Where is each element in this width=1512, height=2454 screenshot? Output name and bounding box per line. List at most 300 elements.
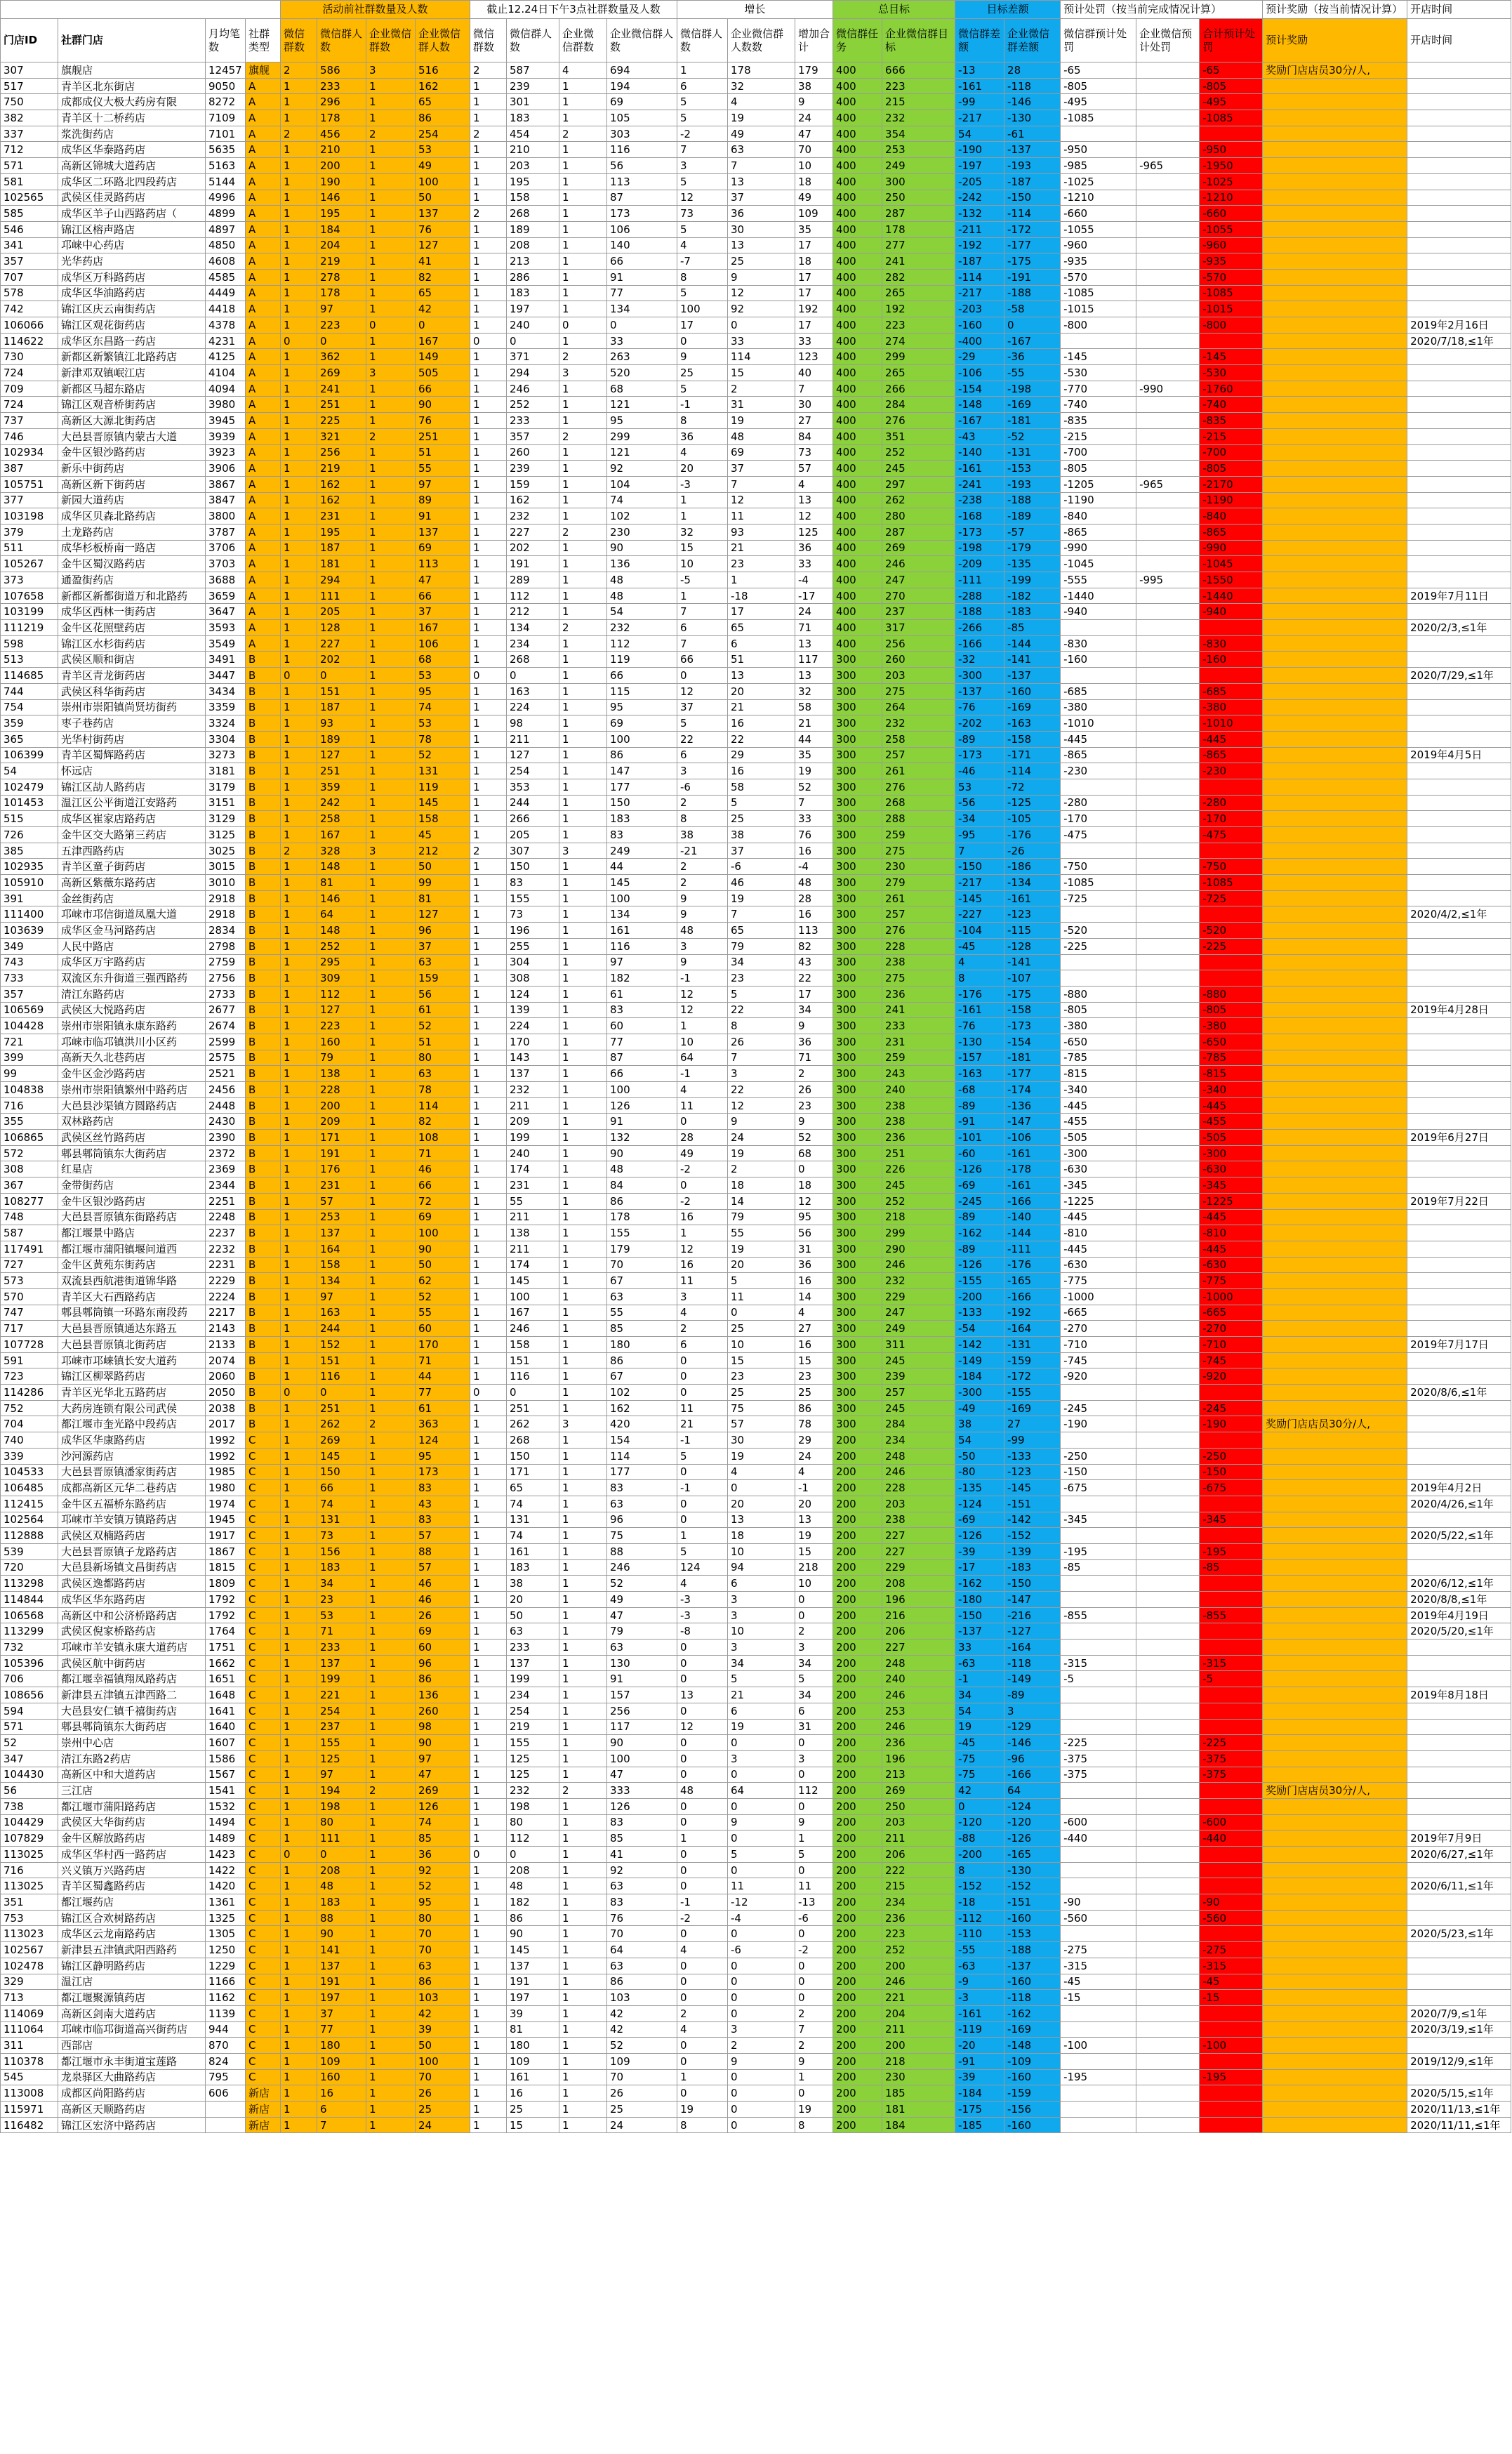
- table-cell[interactable]: 1: [559, 1034, 607, 1050]
- table-cell[interactable]: -100: [1200, 2038, 1263, 2054]
- table-cell[interactable]: C: [246, 1847, 281, 1863]
- table-cell[interactable]: 1: [281, 1273, 317, 1289]
- table-cell[interactable]: 63: [607, 1640, 677, 1656]
- table-cell[interactable]: 299: [607, 428, 677, 444]
- table-cell[interactable]: [1061, 333, 1136, 349]
- table-cell[interactable]: 16: [795, 843, 833, 859]
- table-cell[interactable]: [1061, 1783, 1136, 1799]
- table-cell[interactable]: [1136, 2021, 1200, 2038]
- table-cell[interactable]: -560: [1200, 1910, 1263, 1926]
- table-cell[interactable]: [1263, 1018, 1407, 1034]
- table-cell[interactable]: -750: [1061, 859, 1136, 875]
- table-cell[interactable]: 1: [366, 1847, 416, 1863]
- table-cell[interactable]: 54: [955, 126, 1004, 142]
- table-cell[interactable]: 成华区华康路药店: [58, 1432, 206, 1449]
- table-cell[interactable]: 3980: [206, 397, 246, 413]
- table-cell[interactable]: [1263, 1066, 1407, 1082]
- table-cell[interactable]: 328: [317, 843, 366, 859]
- table-cell[interactable]: 99: [416, 875, 470, 891]
- table-cell[interactable]: 83: [607, 827, 677, 843]
- table-cell[interactable]: 27: [795, 1321, 833, 1337]
- table-cell[interactable]: 1: [470, 1241, 507, 1257]
- table-cell[interactable]: 0: [677, 1878, 728, 1894]
- table-cell[interactable]: 1: [366, 763, 416, 779]
- table-cell[interactable]: [1263, 1862, 1407, 1878]
- table-cell[interactable]: [1407, 540, 1511, 556]
- table-cell[interactable]: [1407, 1400, 1511, 1416]
- table-cell[interactable]: 成华区华油路药店: [58, 285, 206, 301]
- table-cell[interactable]: 161: [507, 1543, 559, 1559]
- table-cell[interactable]: -300: [955, 1385, 1004, 1401]
- table-cell[interactable]: [1136, 827, 1200, 843]
- table-cell[interactable]: 90: [416, 1735, 470, 1751]
- table-cell[interactable]: 3703: [206, 556, 246, 572]
- table-cell[interactable]: 97: [416, 1750, 470, 1767]
- table-cell[interactable]: 1422: [206, 1862, 246, 1878]
- table-cell[interactable]: 351: [882, 428, 955, 444]
- table-cell[interactable]: 1: [366, 1798, 416, 1814]
- table-cell[interactable]: 211: [882, 2021, 955, 2038]
- table-cell[interactable]: 1: [470, 938, 507, 954]
- table-cell[interactable]: 新都区马超东路店: [58, 381, 206, 397]
- table-cell[interactable]: 1: [470, 1512, 507, 1528]
- table-cell[interactable]: 1: [366, 1145, 416, 1161]
- table-cell[interactable]: 郫县郫筒镇一环路东南段药: [58, 1305, 206, 1321]
- table-cell[interactable]: 5144: [206, 173, 246, 190]
- table-cell[interactable]: -865: [1200, 524, 1263, 540]
- table-cell[interactable]: [1407, 397, 1511, 413]
- table-cell[interactable]: 2: [470, 126, 507, 142]
- table-cell[interactable]: 1: [559, 540, 607, 556]
- table-cell[interactable]: 0: [677, 1990, 728, 2006]
- table-cell[interactable]: 5635: [206, 142, 246, 158]
- table-cell[interactable]: 1: [281, 1018, 317, 1034]
- table-cell[interactable]: 250: [882, 190, 955, 206]
- table-cell[interactable]: 95: [416, 683, 470, 699]
- table-cell[interactable]: 2251: [206, 1193, 246, 1209]
- table-cell[interactable]: 275: [882, 683, 955, 699]
- table-cell[interactable]: [1200, 2117, 1263, 2133]
- table-cell[interactable]: [1407, 349, 1511, 365]
- table-cell[interactable]: -345: [1061, 1177, 1136, 1194]
- table-cell[interactable]: 1: [281, 1926, 317, 1942]
- table-cell[interactable]: 300: [833, 1352, 882, 1368]
- table-cell[interactable]: -174: [1004, 1082, 1061, 1098]
- table-cell[interactable]: 1: [677, 2069, 728, 2085]
- table-cell[interactable]: -158: [1004, 1002, 1061, 1018]
- table-cell[interactable]: 69: [416, 1623, 470, 1640]
- table-cell[interactable]: 167: [507, 1305, 559, 1321]
- table-cell[interactable]: 33: [795, 556, 833, 572]
- table-cell[interactable]: B: [246, 970, 281, 987]
- table-cell[interactable]: 1: [470, 1576, 507, 1592]
- table-cell[interactable]: B: [246, 668, 281, 684]
- table-cell[interactable]: 46: [416, 1161, 470, 1177]
- table-cell[interactable]: 1: [470, 428, 507, 444]
- table-cell[interactable]: [1263, 1480, 1407, 1496]
- table-cell[interactable]: -160: [1200, 652, 1263, 668]
- table-cell[interactable]: 200: [833, 1719, 882, 1735]
- table-cell[interactable]: 8272: [206, 94, 246, 110]
- table-cell[interactable]: 2019年7月22日: [1407, 1193, 1511, 1209]
- table-cell[interactable]: A: [246, 78, 281, 94]
- table-cell[interactable]: 1: [366, 1958, 416, 1974]
- table-cell[interactable]: 42: [416, 301, 470, 317]
- table-cell[interactable]: 155: [607, 1225, 677, 1241]
- table-cell[interactable]: 740: [1, 1432, 58, 1449]
- table-cell[interactable]: [1263, 1750, 1407, 1767]
- table-cell[interactable]: 16: [677, 1209, 728, 1225]
- table-cell[interactable]: 1: [470, 190, 507, 206]
- table-cell[interactable]: 712: [1, 142, 58, 158]
- table-cell[interactable]: 1: [281, 524, 317, 540]
- table-cell[interactable]: [1407, 1862, 1511, 1878]
- table-cell[interactable]: -2: [795, 1942, 833, 1958]
- table-cell[interactable]: -160: [1004, 683, 1061, 699]
- table-cell[interactable]: 113299: [1, 1623, 58, 1640]
- table-cell[interactable]: -193: [1004, 158, 1061, 174]
- table-cell[interactable]: [1407, 1416, 1511, 1432]
- table-cell[interactable]: [1407, 779, 1511, 795]
- table-cell[interactable]: 733: [1, 970, 58, 987]
- table-cell[interactable]: 锦江区观音桥街药店: [58, 397, 206, 413]
- table-cell[interactable]: -100: [1061, 2038, 1136, 2054]
- table-cell[interactable]: [1136, 1942, 1200, 1958]
- table-cell[interactable]: -990: [1061, 540, 1136, 556]
- table-cell[interactable]: 400: [833, 476, 882, 492]
- table-cell[interactable]: 都江堰聚源镇药店: [58, 1990, 206, 2006]
- table-cell[interactable]: -1205: [1061, 476, 1136, 492]
- table-cell[interactable]: -217: [955, 110, 1004, 126]
- table-cell[interactable]: [1407, 1767, 1511, 1783]
- table-cell[interactable]: 53: [416, 668, 470, 684]
- table-cell[interactable]: 86: [416, 110, 470, 126]
- table-cell[interactable]: 3129: [206, 811, 246, 827]
- table-cell[interactable]: 奖励门店店员30分/人,: [1263, 1416, 1407, 1432]
- table-cell[interactable]: 400: [833, 556, 882, 572]
- table-cell[interactable]: 9: [795, 1018, 833, 1034]
- table-cell[interactable]: 32: [728, 78, 795, 94]
- table-cell[interactable]: -805: [1061, 461, 1136, 477]
- table-cell[interactable]: 48: [677, 923, 728, 939]
- table-cell[interactable]: 1: [559, 1114, 607, 1130]
- table-cell[interactable]: 35: [795, 221, 833, 237]
- table-cell[interactable]: -155: [955, 1273, 1004, 1289]
- table-cell[interactable]: 9: [795, 1814, 833, 1830]
- table-cell[interactable]: [1136, 1798, 1200, 1814]
- table-cell[interactable]: 126: [416, 1798, 470, 1814]
- table-cell[interactable]: 61: [607, 986, 677, 1002]
- table-cell[interactable]: 239: [882, 1368, 955, 1385]
- table-cell[interactable]: A: [246, 444, 281, 461]
- table-cell[interactable]: 255: [507, 938, 559, 954]
- table-cell[interactable]: [1136, 2053, 1200, 2069]
- table-cell[interactable]: 162: [317, 492, 366, 508]
- table-cell[interactable]: 36: [795, 1257, 833, 1273]
- table-cell[interactable]: 97: [416, 476, 470, 492]
- table-cell[interactable]: 367: [1, 1177, 58, 1194]
- table-cell[interactable]: 505: [416, 365, 470, 381]
- table-cell[interactable]: 243: [882, 1066, 955, 1082]
- table-cell[interactable]: 74: [507, 1496, 559, 1512]
- table-cell[interactable]: 200: [833, 1990, 882, 2006]
- table-cell[interactable]: 1: [281, 1607, 317, 1623]
- table-cell[interactable]: 76: [416, 221, 470, 237]
- table-cell[interactable]: -1225: [1061, 1193, 1136, 1209]
- table-cell[interactable]: -475: [1061, 827, 1136, 843]
- table-cell[interactable]: 103: [416, 1990, 470, 2006]
- table-cell[interactable]: [1263, 1798, 1407, 1814]
- table-cell[interactable]: 1974: [206, 1496, 246, 1512]
- table-cell[interactable]: 1: [366, 715, 416, 732]
- table-cell[interactable]: 土龙路药店: [58, 524, 206, 540]
- table-cell[interactable]: 299: [882, 1225, 955, 1241]
- table-cell[interactable]: -1085: [1061, 875, 1136, 891]
- table-cell[interactable]: 8: [795, 2117, 833, 2133]
- table-cell[interactable]: 191: [317, 1974, 366, 1990]
- table-cell[interactable]: -288: [955, 588, 1004, 604]
- table-cell[interactable]: 1: [366, 668, 416, 684]
- table-cell[interactable]: -455: [1200, 1114, 1263, 1130]
- table-cell[interactable]: 5: [795, 1671, 833, 1687]
- table-cell[interactable]: [1263, 1974, 1407, 1990]
- table-cell[interactable]: 1: [281, 1066, 317, 1082]
- table-cell[interactable]: 1: [281, 1209, 317, 1225]
- table-cell[interactable]: 53: [416, 715, 470, 732]
- table-cell[interactable]: [1136, 1400, 1200, 1416]
- table-cell[interactable]: -125: [1004, 795, 1061, 811]
- table-cell[interactable]: 成华区西林一街药店: [58, 604, 206, 620]
- table-cell[interactable]: -195: [1061, 2069, 1136, 2085]
- table-cell[interactable]: -157: [955, 1050, 1004, 1066]
- table-cell[interactable]: -137: [1004, 1958, 1061, 1974]
- table-cell[interactable]: -685: [1200, 683, 1263, 699]
- table-cell[interactable]: 1: [470, 2021, 507, 2038]
- table-cell[interactable]: 400: [833, 635, 882, 652]
- table-cell[interactable]: 2344: [206, 1177, 246, 1194]
- table-cell[interactable]: 112: [607, 635, 677, 652]
- table-cell[interactable]: 1: [470, 1273, 507, 1289]
- table-cell[interactable]: -815: [1200, 1066, 1263, 1082]
- table-cell[interactable]: -90: [1200, 1894, 1263, 1911]
- table-cell[interactable]: 200: [833, 2102, 882, 2118]
- table-cell[interactable]: -89: [955, 1241, 1004, 1257]
- table-cell[interactable]: 1: [281, 301, 317, 317]
- table-cell[interactable]: 134: [607, 301, 677, 317]
- table-cell[interactable]: 通盈街药店: [58, 572, 206, 588]
- table-cell[interactable]: 290: [882, 1241, 955, 1257]
- table-cell[interactable]: -445: [1061, 1097, 1136, 1114]
- table-cell[interactable]: 269: [882, 1783, 955, 1799]
- table-cell[interactable]: 104838: [1, 1082, 58, 1098]
- table-cell[interactable]: [1407, 126, 1511, 142]
- table-cell[interactable]: 158: [317, 1257, 366, 1273]
- table-cell[interactable]: 824: [206, 2053, 246, 2069]
- table-cell[interactable]: 6: [795, 1703, 833, 1719]
- table-cell[interactable]: [1263, 158, 1407, 174]
- table-cell[interactable]: 200: [833, 1432, 882, 1449]
- table-cell[interactable]: -195: [1200, 2069, 1263, 2085]
- table-cell[interactable]: 200: [833, 1687, 882, 1703]
- table-cell[interactable]: [1136, 668, 1200, 684]
- table-cell[interactable]: 1: [470, 1942, 507, 1958]
- table-cell[interactable]: [1263, 1352, 1407, 1368]
- table-cell[interactable]: 1: [559, 923, 607, 939]
- table-cell[interactable]: 13: [728, 237, 795, 253]
- table-cell[interactable]: 119: [607, 652, 677, 668]
- table-cell[interactable]: A: [246, 269, 281, 285]
- table-cell[interactable]: 75: [607, 1528, 677, 1544]
- table-cell[interactable]: 1: [470, 444, 507, 461]
- table-cell[interactable]: [1407, 1894, 1511, 1911]
- table-cell[interactable]: [1136, 524, 1200, 540]
- table-cell[interactable]: -177: [1004, 1066, 1061, 1082]
- table-cell[interactable]: 11: [728, 1878, 795, 1894]
- table-cell[interactable]: 温江区公平街道江安路药: [58, 795, 206, 811]
- table-cell[interactable]: 1: [281, 1097, 317, 1114]
- table-cell[interactable]: 148: [317, 923, 366, 939]
- table-cell[interactable]: 594: [1, 1703, 58, 1719]
- table-cell[interactable]: 64: [677, 1050, 728, 1066]
- table-cell[interactable]: -3: [955, 1990, 1004, 2006]
- table-cell[interactable]: 0: [728, 2069, 795, 2085]
- table-cell[interactable]: 1: [281, 572, 317, 588]
- table-cell[interactable]: [1263, 2005, 1407, 2021]
- table-cell[interactable]: 400: [833, 301, 882, 317]
- table-cell[interactable]: [1263, 2038, 1407, 2054]
- table-cell[interactable]: 1: [281, 381, 317, 397]
- table-cell[interactable]: 80: [507, 1814, 559, 1830]
- table-cell[interactable]: 2020/6/27,≤1年: [1407, 1847, 1511, 1863]
- table-cell[interactable]: 4: [677, 1942, 728, 1958]
- table-cell[interactable]: 16: [317, 2085, 366, 2102]
- table-cell[interactable]: [1263, 970, 1407, 987]
- table-cell[interactable]: 新津县五津镇五津西路二: [58, 1687, 206, 1703]
- table-cell[interactable]: [1263, 1097, 1407, 1114]
- table-cell[interactable]: 100: [607, 1750, 677, 1767]
- table-cell[interactable]: 268: [507, 652, 559, 668]
- table-cell[interactable]: 成都成仪大极大药房有限: [58, 94, 206, 110]
- table-cell[interactable]: 88: [416, 1543, 470, 1559]
- table-cell[interactable]: 1: [470, 1321, 507, 1337]
- table-cell[interactable]: 258: [317, 811, 366, 827]
- table-cell[interactable]: [1136, 285, 1200, 301]
- table-cell[interactable]: 23: [795, 1368, 833, 1385]
- table-cell[interactable]: 215: [882, 94, 955, 110]
- table-cell[interactable]: 200: [882, 2038, 955, 2054]
- table-cell[interactable]: -145: [955, 890, 1004, 906]
- table-cell[interactable]: -160: [1004, 1974, 1061, 1990]
- table-cell[interactable]: -270: [1061, 1321, 1136, 1337]
- table-cell[interactable]: [1136, 397, 1200, 413]
- table-cell[interactable]: -118: [1004, 1990, 1061, 2006]
- table-cell[interactable]: 262: [317, 1416, 366, 1432]
- table-cell[interactable]: 成华区华泰路药店: [58, 142, 206, 158]
- table-cell[interactable]: 1: [559, 2085, 607, 2102]
- table-cell[interactable]: 1: [281, 142, 317, 158]
- table-cell[interactable]: 1: [366, 2069, 416, 2085]
- table-cell[interactable]: 6: [677, 78, 728, 94]
- table-cell[interactable]: -1210: [1200, 190, 1263, 206]
- table-cell[interactable]: 182: [507, 1894, 559, 1911]
- table-cell[interactable]: 1: [281, 747, 317, 763]
- table-cell[interactable]: 1: [470, 795, 507, 811]
- table-cell[interactable]: 1: [470, 635, 507, 652]
- table-cell[interactable]: 1: [470, 540, 507, 556]
- table-cell[interactable]: 1: [559, 763, 607, 779]
- table-cell[interactable]: 28: [1004, 62, 1061, 79]
- table-cell[interactable]: 105396: [1, 1655, 58, 1671]
- table-cell[interactable]: [1407, 428, 1511, 444]
- table-cell[interactable]: 14: [728, 1193, 795, 1209]
- table-cell[interactable]: 194: [317, 1783, 366, 1799]
- table-cell[interactable]: 30: [795, 397, 833, 413]
- table-cell[interactable]: 16: [677, 1257, 728, 1273]
- table-cell[interactable]: A: [246, 508, 281, 525]
- table-cell[interactable]: -187: [1004, 173, 1061, 190]
- table-cell[interactable]: 156: [317, 1543, 366, 1559]
- table-cell[interactable]: -2: [677, 1161, 728, 1177]
- table-cell[interactable]: 0: [677, 1671, 728, 1687]
- table-cell[interactable]: [1136, 94, 1200, 110]
- table-cell[interactable]: -3: [677, 1592, 728, 1608]
- table-cell[interactable]: 110378: [1, 2053, 58, 2069]
- table-cell[interactable]: [1263, 588, 1407, 604]
- table-cell[interactable]: -440: [1061, 1830, 1136, 1847]
- table-cell[interactable]: 516: [416, 62, 470, 79]
- table-cell[interactable]: [1263, 699, 1407, 715]
- table-cell[interactable]: 1: [559, 1161, 607, 1177]
- table-cell[interactable]: 1: [281, 1767, 317, 1783]
- table-cell[interactable]: 3945: [206, 413, 246, 429]
- table-cell[interactable]: 46: [416, 1592, 470, 1608]
- table-cell[interactable]: 183: [317, 1894, 366, 1911]
- table-cell[interactable]: 武侯区双楠路药店: [58, 1528, 206, 1544]
- table-cell[interactable]: [1263, 1225, 1407, 1241]
- table-cell[interactable]: 1: [559, 1209, 607, 1225]
- table-cell[interactable]: 190: [317, 173, 366, 190]
- table-cell[interactable]: B: [246, 1352, 281, 1368]
- table-cell[interactable]: 60: [607, 1018, 677, 1034]
- table-cell[interactable]: 1: [559, 588, 607, 604]
- table-cell[interactable]: 10: [728, 1623, 795, 1640]
- table-cell[interactable]: [1263, 1990, 1407, 2006]
- table-cell[interactable]: 90: [607, 1735, 677, 1751]
- table-cell[interactable]: 1: [366, 1830, 416, 1847]
- table-cell[interactable]: B: [246, 1273, 281, 1289]
- table-cell[interactable]: 284: [882, 397, 955, 413]
- table-cell[interactable]: 1: [677, 1528, 728, 1544]
- table-cell[interactable]: 锦江区水杉街药店: [58, 635, 206, 652]
- table-cell[interactable]: 204: [882, 2005, 955, 2021]
- table-cell[interactable]: 1: [559, 190, 607, 206]
- table-cell[interactable]: 1: [677, 508, 728, 525]
- table-cell[interactable]: [1200, 1783, 1263, 1799]
- table-cell[interactable]: -163: [955, 1066, 1004, 1082]
- table-cell[interactable]: 都江堰景中路店: [58, 1225, 206, 1241]
- table-cell[interactable]: B: [246, 923, 281, 939]
- table-cell[interactable]: -131: [1004, 1337, 1061, 1353]
- table-cell[interactable]: 3706: [206, 540, 246, 556]
- table-cell[interactable]: -209: [955, 556, 1004, 572]
- table-cell[interactable]: 1: [281, 2053, 317, 2069]
- table-cell[interactable]: 36: [416, 1847, 470, 1863]
- table-cell[interactable]: C: [246, 1942, 281, 1958]
- table-cell[interactable]: -136: [1004, 1097, 1061, 1114]
- table-cell[interactable]: -192: [955, 237, 1004, 253]
- table-cell[interactable]: 79: [728, 938, 795, 954]
- table-cell[interactable]: 38: [677, 827, 728, 843]
